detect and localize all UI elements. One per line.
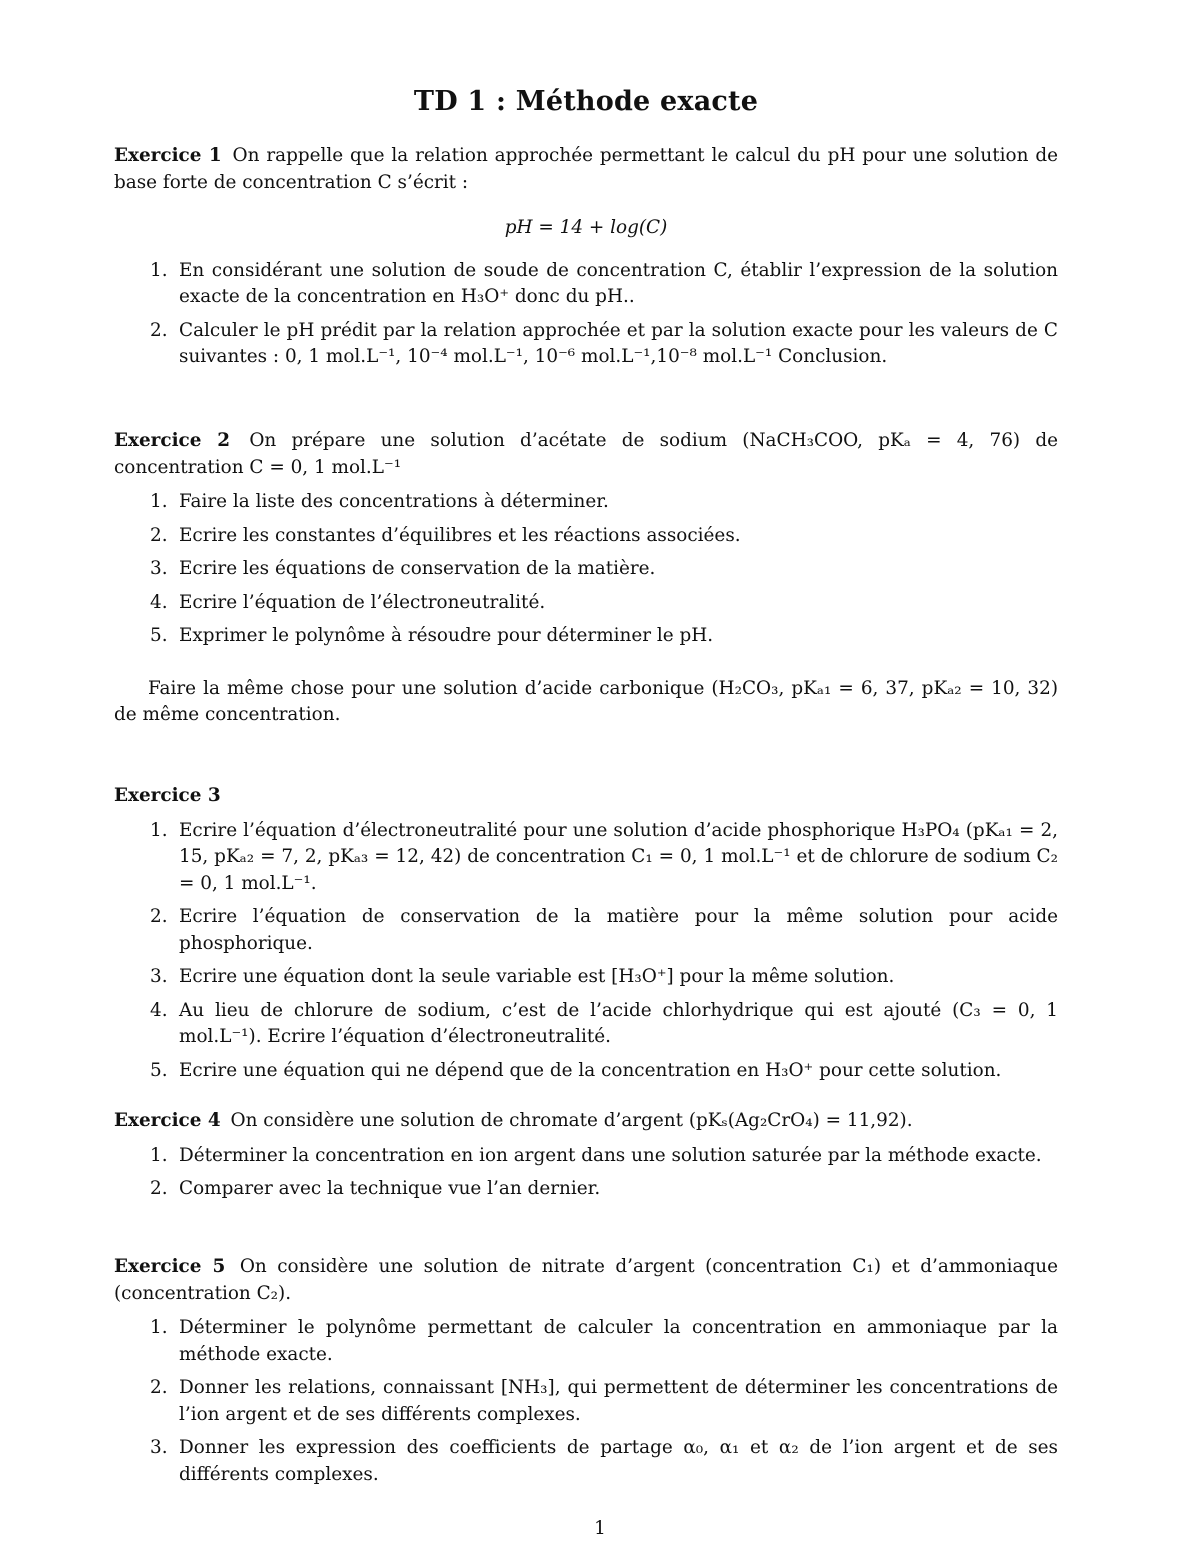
exercice-5 <box>114 1254 1058 1495</box>
list-item: 1. Déterminer le polynôme permettant de calculer la concentration en ammoniaque par la méthode exacte. <box>150 1317 1058 1365</box>
list-item: 2. Comparer avec la technique vue l’an dernier. <box>150 1178 601 1199</box>
list-item: 2. Calculer le pH prédit par la relation approchée et par la solution exacte pour les valeurs de C suivantes : 0, 1 mol.L⁻¹, 10⁻⁴ mol.L⁻¹, 10⁻⁶ mol.L⁻¹,10⁻⁸ mol.L⁻¹ Conclusion. <box>150 319 1058 367</box>
list-item: 2. Donner les relations, connaissant [NH₃], qui permettent de déterminer les concentrations de l’ion argent et de ses différents complexes. <box>150 1377 1058 1425</box>
list-item: 1. En considérant une solution de soude de concentration C, établir l’expression de la solution exacte de la concentration en H₃O⁺ donc du pH.. <box>150 259 1058 307</box>
exercice-2-intro-paragraph <box>114 428 1058 481</box>
exercice-4 <box>114 1108 1058 1210</box>
exercice-1-heading: Exercice 1 <box>114 145 222 166</box>
list-item: 3. Donner les expression des coefficients de partage α₀, α₁ et α₂ de l’ion argent et de ses différents complexes. <box>150 1437 1058 1485</box>
list-item: 2. Ecrire les constantes d’équilibres et les réactions associées. <box>150 524 741 546</box>
exercice-2 <box>114 428 1058 729</box>
exercice-2-list <box>114 489 1058 650</box>
list-item: 1. Déterminer la concentration en ion argent dans une solution saturée par la méthode exacte. <box>150 1144 1042 1166</box>
exercice-3-heading-paragraph <box>114 783 1058 810</box>
page-title: TD 1 : Méthode exacte <box>413 86 759 117</box>
list-item: 3. Ecrire une équation dont la seule variable est [H₃O⁺] pour la même solution. <box>150 966 895 987</box>
exercice-5-intro: On considère une solution de nitrate d’argent (concentration C₁) et d’ammoniaque (concentration C₂). <box>114 1256 1058 1304</box>
exercice-4-heading: Exercice 4 <box>114 1110 221 1131</box>
list-item: 2. Ecrire l’équation de conservation de la matière pour la même solution pour acide phosphorique. <box>150 906 1058 954</box>
exercice-4-list <box>114 1143 1058 1203</box>
exercice-2-heading: Exercice 2 <box>114 430 231 451</box>
list-item: 5. Ecrire une équation qui ne dépend que de la concentration en H₃O⁺ pour cette solution. <box>150 1059 1002 1081</box>
list-item: 3. Ecrire les équations de conservation de la matière. <box>150 558 656 579</box>
list-item: 4. Au lieu de chlorure de sodium, c’est de l’acide chlorhydrique qui est ajouté (C₃ = 0, 1 mol.L⁻¹). Ecrire l’équation d’électroneutralité. <box>150 999 1058 1047</box>
exercice-3-list <box>114 818 1058 1085</box>
exercice-5-intro-paragraph <box>114 1254 1058 1307</box>
list-item: 1. Ecrire l’équation d’électroneutralité pour une solution d’acide phosphorique H₃PO₄ (pKₐ₁ = 2, 15, pKₐ₂ = 7, 2, pKₐ₃ = 12, 42) de concentration C₁ = 0, 1 mol.L⁻¹ et de chlorure de sodium C₂ = 0, 1 mol.L⁻¹. <box>150 819 1058 894</box>
exercice-4-intro: On considère une solution de chromate d’argent (pKₛ(Ag₂CrO₄) = 11,92). <box>230 1110 913 1131</box>
exercice-1-intro: On rappelle que la relation approchée permettant le calcul du pH pour une solution de base forte de concentration C s’écrit : <box>114 145 1058 193</box>
exercice-2-intro: On prépare une solution d’acétate de sodium (NaCH₃COO, pKₐ = 4, 76) de concentration C = 0, 1 mol.L⁻¹ <box>114 430 1058 478</box>
exercice-1-list <box>114 258 1058 371</box>
exercice-1 <box>114 143 1058 378</box>
exercice-4-intro-paragraph <box>114 1108 1058 1135</box>
exercice-3 <box>114 783 1058 1091</box>
page-number: 1 <box>594 1518 606 1539</box>
list-item: 5. Exprimer le polynôme à résoudre pour déterminer le pH. <box>150 625 714 646</box>
exercice-1-formula: pH = 14 + log(C) <box>504 217 668 238</box>
exercice-5-heading: Exercice 5 <box>114 1256 226 1277</box>
exercice-3-heading: Exercice 3 <box>114 785 221 806</box>
list-item: 4. Ecrire l’équation de l’électroneutralité. <box>150 591 546 613</box>
exercice-5-list <box>114 1315 1058 1488</box>
exercice-1-intro-paragraph <box>114 143 1058 196</box>
list-item: 1. Faire la liste des concentrations à déterminer. <box>150 491 609 512</box>
exercice-2-outro: Faire la même chose pour une solution d’acide carbonique (H₂CO₃, pKₐ₁ = 6, 37, pKₐ₂ = 10, 32) de même concentration. <box>114 677 1058 725</box>
